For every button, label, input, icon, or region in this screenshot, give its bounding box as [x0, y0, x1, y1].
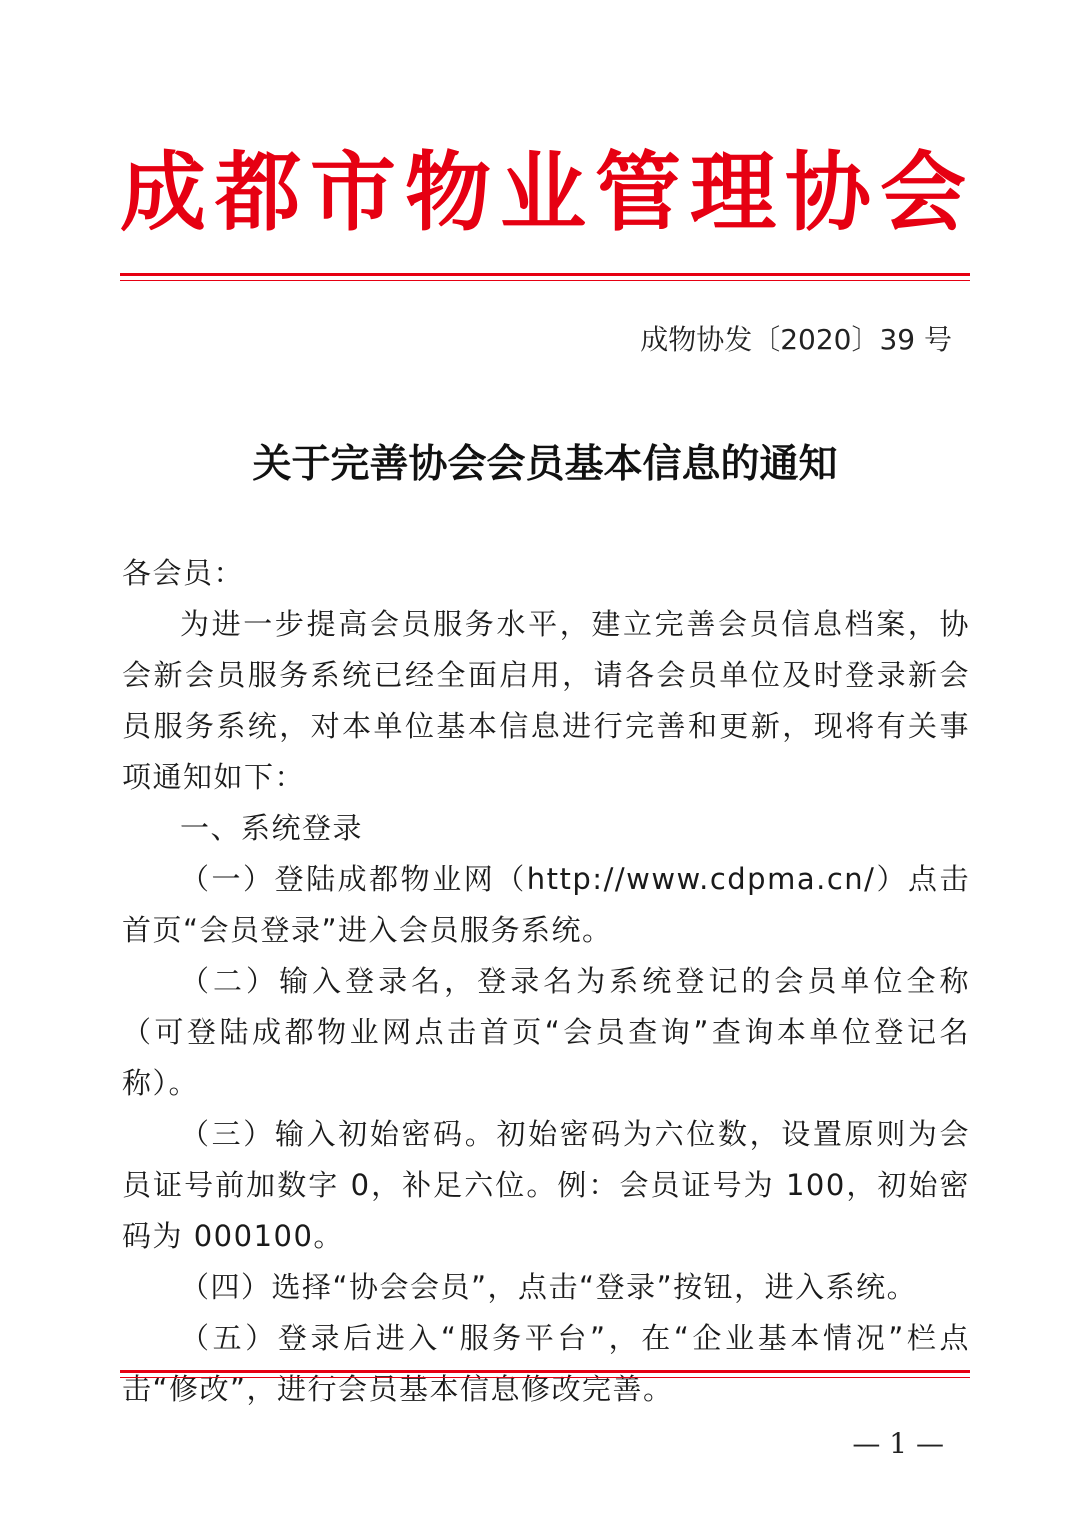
- intro-paragraph: 为进一步提高会员服务水平，建立完善会员信息档案，协会新会员服务系统已经全面启用，请各会员单位及时登录新会员服务系统，对本单位基本信息进行完善和更新，现将有关事项通知如下：: [122, 607, 970, 794]
- step-paragraph-3: （三）输入初始密码。初始密码为六位数，设置原则为会员证号前加数字 0，补足六位。例：会员证号为 100，初始密码为 000100。: [122, 1117, 970, 1253]
- document-body: [122, 548, 970, 1415]
- document-title: 关于完善协会会员基本信息的通知: [252, 441, 838, 487]
- masthead-org-name: 成都市物业管理协会: [120, 142, 975, 243]
- step-paragraph-5: （五）登录后进入“服务平台”，在“企业基本情况”栏点击“修改”，进行会员基本信息修改完善。: [122, 1321, 970, 1406]
- masthead-double-rule: [120, 273, 970, 281]
- section-heading: 一、系统登录: [180, 811, 364, 845]
- document-number: 成物协发〔2020〕39 号: [640, 323, 952, 356]
- page-number: — 1 —: [852, 1427, 944, 1460]
- step-paragraph-1: （一）登陆成都物业网（http://www.cdpma.cn/）点击首页“会员登录”进入会员服务系统。: [122, 862, 970, 947]
- footer-double-rule: [120, 1370, 970, 1378]
- salutation: 各会员：: [122, 556, 245, 590]
- step-paragraph-2: （二）输入登录名，登录名为系统登记的会员单位全称（可登陆成都物业网点击首页“会员查询”查询本单位登记名称）。: [122, 964, 970, 1100]
- step-paragraph-4: （四）选择“协会会员”，点击“登录”按钮，进入系统。: [180, 1270, 918, 1304]
